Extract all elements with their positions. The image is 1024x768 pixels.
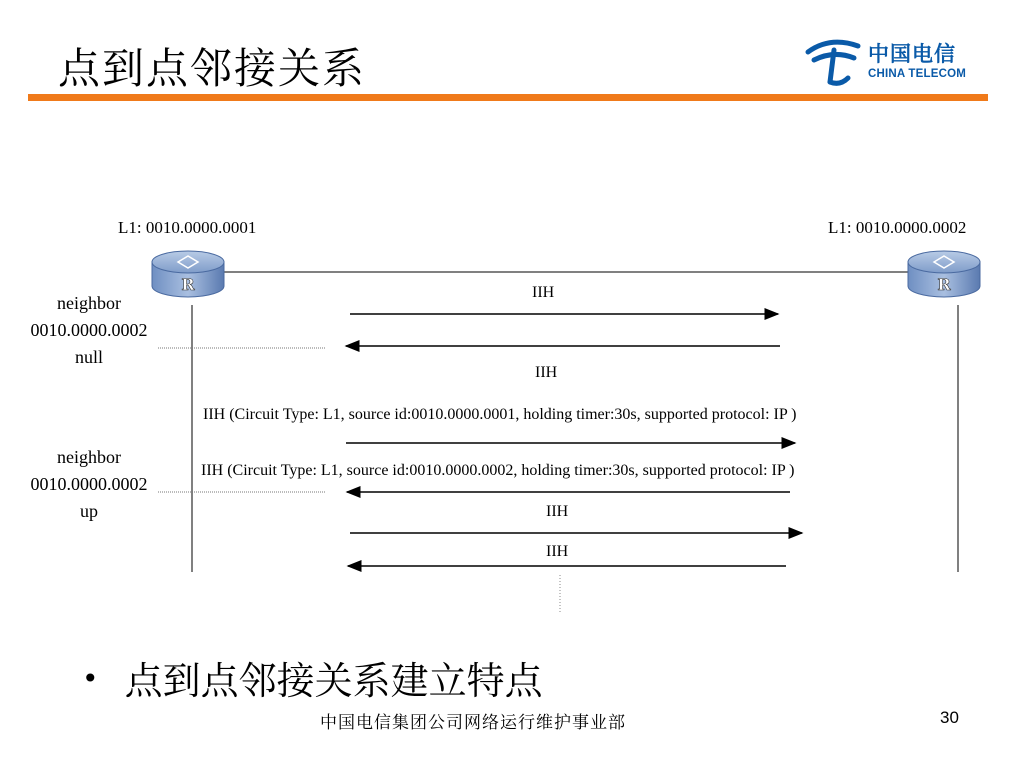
slide-title: 点到点邻接关系 (58, 44, 367, 93)
neighbor-id: 0010.0000.0002 (30, 320, 148, 340)
message-label-4: IIH (Circuit Type: L1, source id:0010.0000.0002, holding timer:30s, supported protocol: IP ) (201, 462, 795, 479)
message-label-5: IIH (546, 503, 569, 520)
message-label-2: IIH (535, 364, 558, 381)
neighbor-label: neighbor (57, 293, 121, 313)
logo-english-text: CHINA TELECOM (868, 68, 967, 80)
neighbor-label: neighbor (57, 447, 121, 467)
right-router-icon (908, 251, 980, 297)
right-router-address: L1: 0010.0000.0002 (828, 218, 967, 237)
message-label-6: IIH (546, 543, 569, 560)
bullet-point (82, 650, 543, 705)
right-router-label: R (937, 275, 951, 294)
neighbor-state-up (4, 444, 174, 525)
neighbor-status: null (74, 347, 103, 367)
bullet-marker: • (82, 662, 99, 695)
bullet-text: 点到点邻接关系建立特点 (124, 659, 543, 703)
neighbor-status: up (80, 501, 98, 521)
message-label-3: IIH (Circuit Type: L1, source id:0010.0000.0001, holding timer:30s, supported protocol: IP ) (203, 406, 797, 423)
left-router-label: R (181, 275, 195, 294)
footer-text: 中国电信集团公司网络运行维护事业部 (320, 713, 626, 733)
page-number: 30 (940, 708, 959, 727)
message-label-1: IIH (532, 284, 555, 301)
left-router-address: L1: 0010.0000.0001 (118, 218, 257, 237)
logo-chinese-text: 中国电信 (868, 42, 956, 66)
neighbor-state-null (4, 290, 174, 371)
neighbor-id: 0010.0000.0002 (30, 474, 148, 494)
